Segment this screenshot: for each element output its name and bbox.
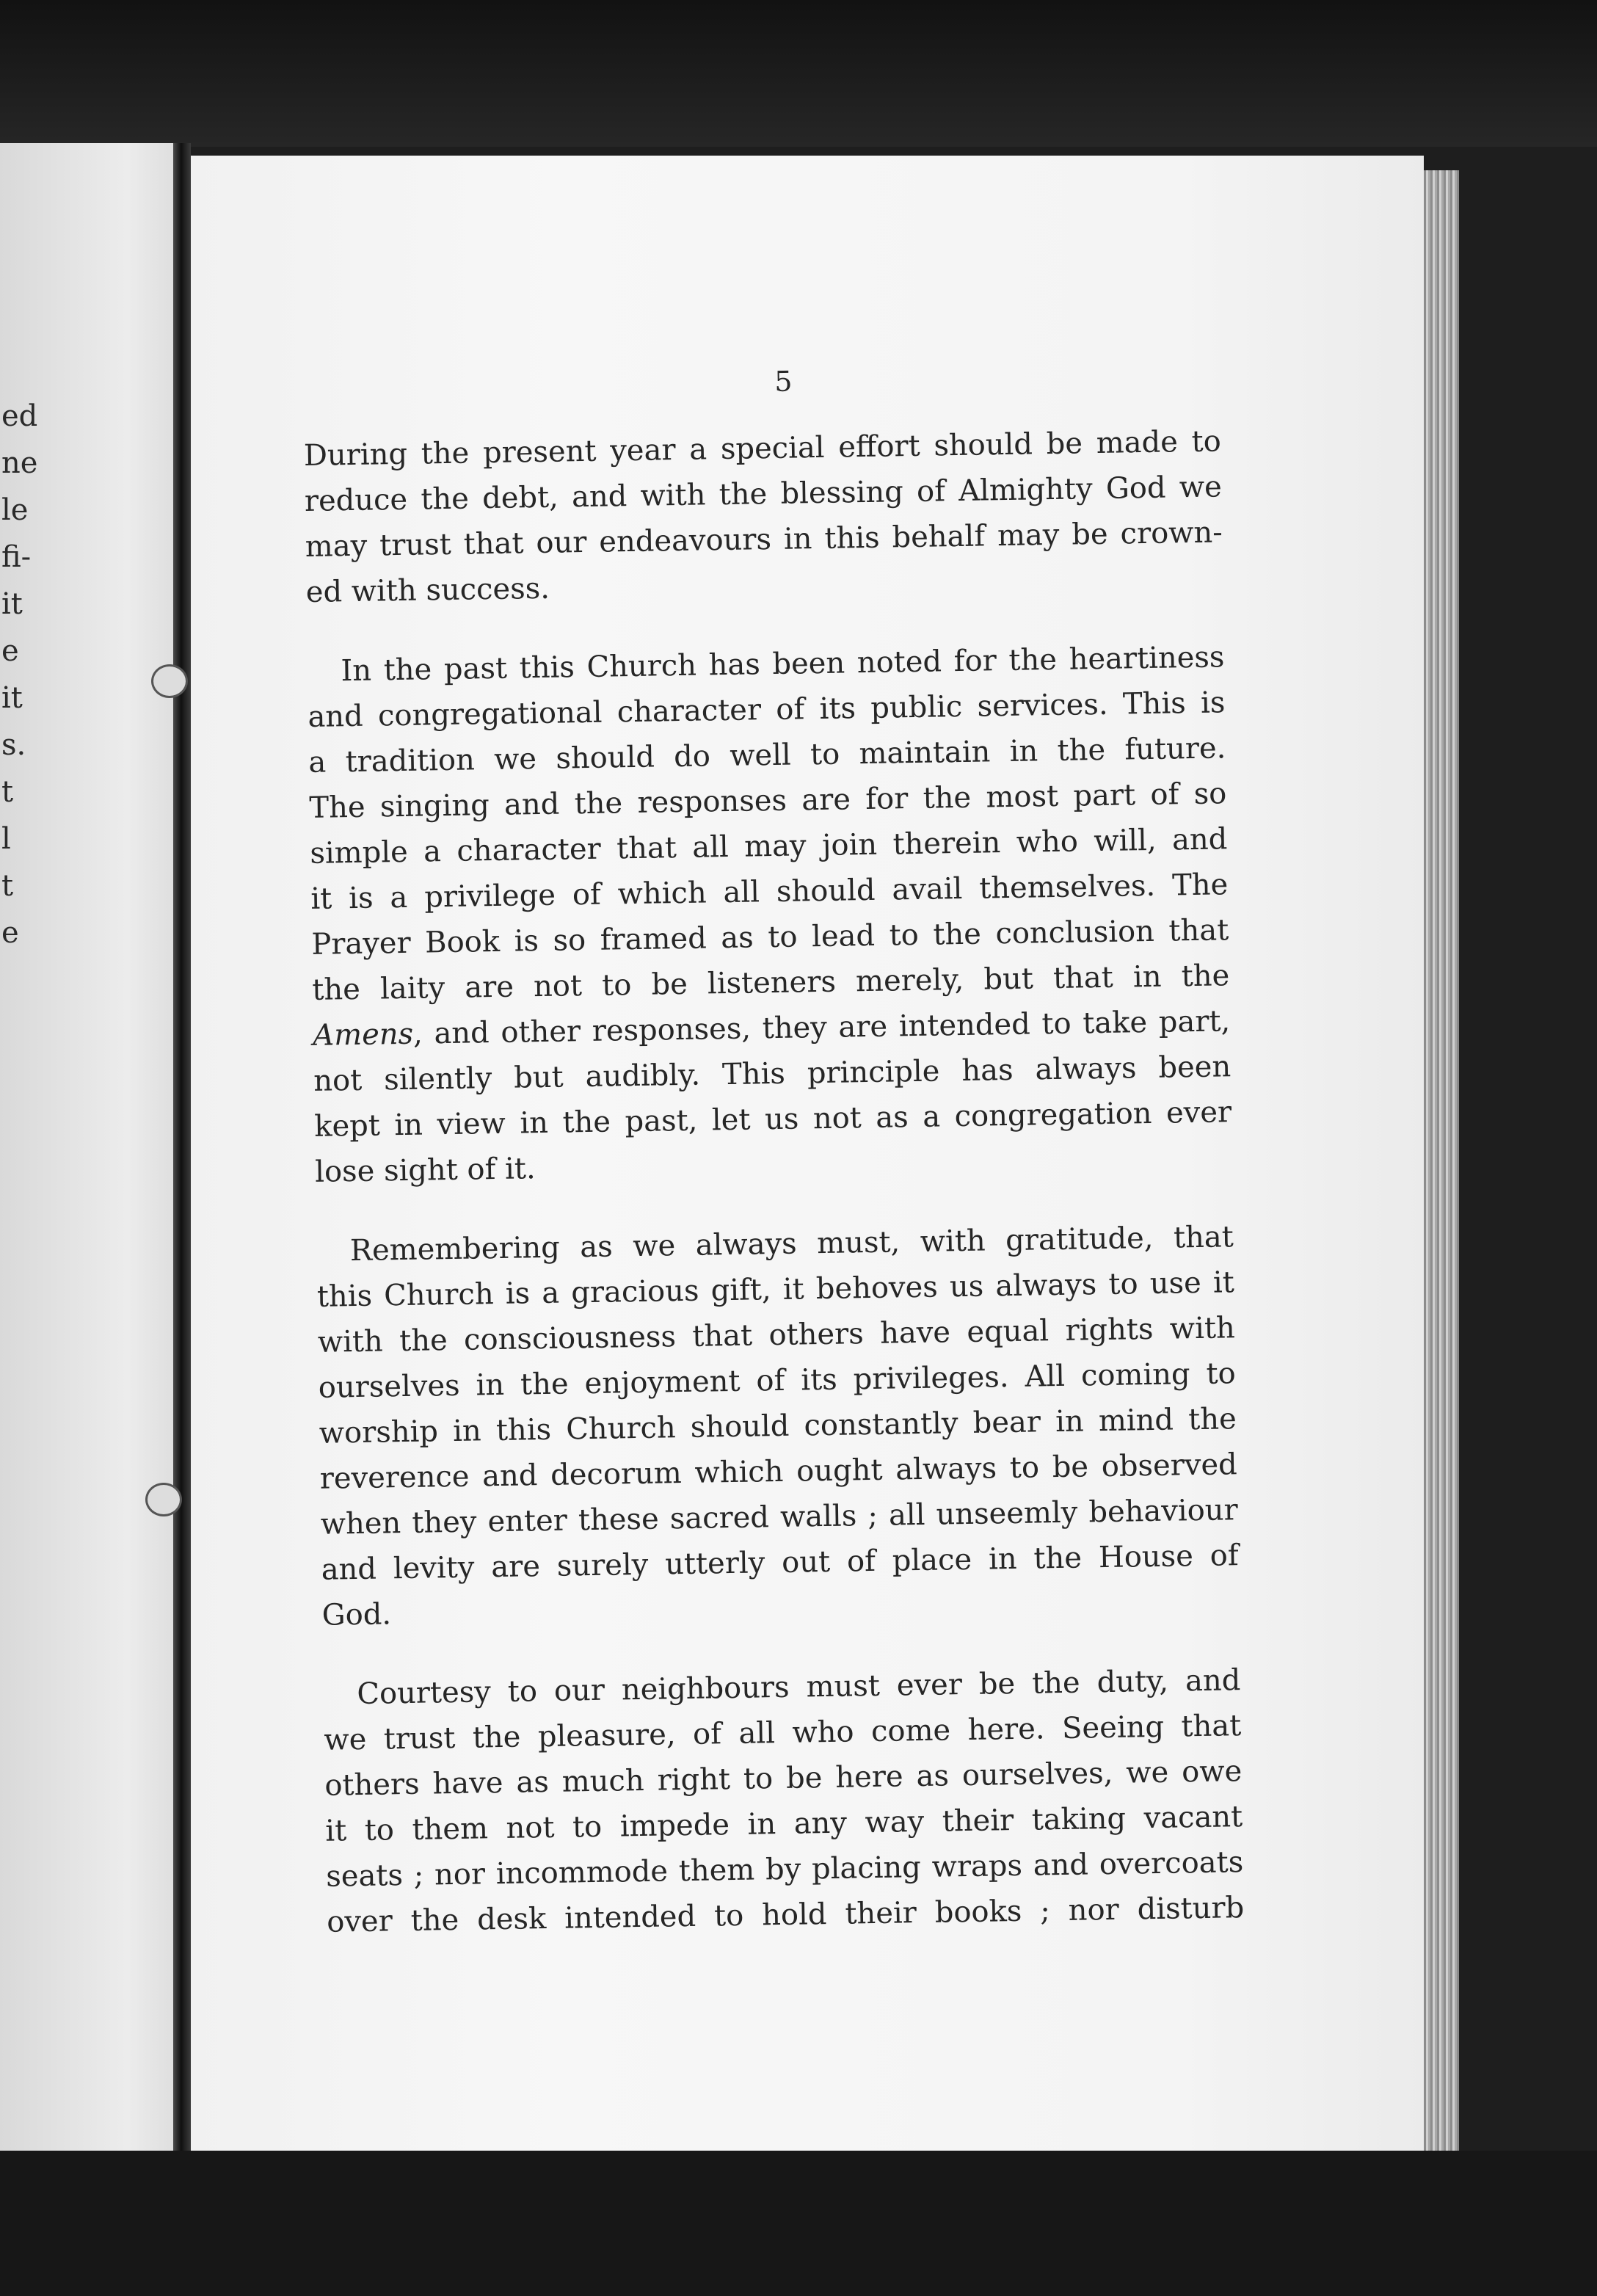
left-fragment: e [1, 634, 19, 668]
text-line: and congregational character of its public services. This is [308, 686, 1226, 734]
text-line: Prayer Book is so framed as to lead to the conclusion that [311, 913, 1229, 962]
text-line: it is a privilege of which all should avail themselves. The [310, 868, 1229, 916]
text-line: over the desk intended to hold their books ; nor disturb [326, 1891, 1245, 1939]
text-line: the laity are not to be listeners merely, but that in the [311, 959, 1230, 1007]
binding-thread-knot [151, 664, 188, 698]
left-fragment: it [1, 681, 23, 715]
text-line: In the past this Church has been noted for the heartiness [341, 640, 1225, 689]
paragraph [316, 1214, 1240, 1638]
paragraph [303, 418, 1223, 615]
text-line: a tradition we should do well to maintain in the future. [308, 731, 1226, 780]
left-fragment: l [1, 822, 11, 856]
text-line: The singing and the responses are for the most part of so [309, 777, 1227, 825]
book-binding-gutter [173, 143, 191, 2154]
left-fragment: t [1, 869, 14, 903]
left-fragment: fi- [1, 540, 32, 574]
text-line: and levity are surely utterly out of place in the House of [321, 1538, 1239, 1587]
text-line: lose sight of it. [314, 1152, 536, 1189]
text-line: when they enter these sacred walls ; all unseemly behaviour [320, 1493, 1238, 1541]
page-text [302, 352, 1245, 1978]
text-line: Courtesy to our neighbours must ever be the duty, and [357, 1663, 1241, 1712]
text-line: kept in view in the past, let us not as a congregation ever [313, 1095, 1232, 1144]
text-line: God. [321, 1597, 392, 1632]
scan-border-top [0, 0, 1597, 147]
page-number: 5 [774, 365, 793, 398]
left-fragment: ed [1, 399, 38, 433]
left-page-edge [0, 143, 182, 2154]
italic-word: Amens [312, 1017, 414, 1053]
left-fragment: e [1, 916, 19, 950]
text-line: it to them not to impede in any way their taking vacant [324, 1800, 1243, 1848]
text-line: seats ; nor incommode them by placing wraps and overcoats [325, 1845, 1244, 1894]
left-fragment: it [1, 587, 23, 621]
scan-border-bottom [0, 2151, 1597, 2296]
text-line: ed with success. [305, 571, 550, 609]
text-line: ourselves in the enjoyment of its privileges. All coming to [318, 1356, 1237, 1405]
text-line-rest: , and other responses, they are intended to take part, [412, 1004, 1231, 1051]
page-stack-edge [1424, 170, 1459, 2167]
text-line: not silently but audibly. This principle has always been [313, 1050, 1232, 1098]
text-line: During the present year a special effort should be made to [303, 424, 1222, 473]
text-line: we trust the pleasure, of all who come here. Seeing that [324, 1709, 1242, 1757]
paragraph [307, 634, 1233, 1195]
left-page-text-fragments [0, 393, 44, 956]
text-line: reverence and decorum which ought always to be observed [319, 1447, 1238, 1496]
text-line: worship in this Church should constantly bear in mind the [319, 1402, 1237, 1450]
left-fragment: t [1, 775, 14, 809]
left-fragment: le [1, 493, 29, 527]
text-line: may trust that our endeavours in this behalf may be crown- [305, 515, 1223, 564]
text-line: with the consciousness that others have equal rights with [317, 1311, 1236, 1359]
text-line: others have as much right to be here as ourselves, we owe [324, 1754, 1243, 1803]
binding-thread-knot [145, 1483, 182, 1516]
text-line: reduce the debt, and with the blessing of Almighty God we [304, 470, 1223, 518]
text-line: Remembering as we always must, with gratitude, that [349, 1220, 1234, 1268]
text-line: simple a character that all may join therein who will, and [310, 822, 1228, 871]
text-line: this Church is a gracious gift, it behoves us always to use it [316, 1265, 1235, 1314]
left-fragment: s. [1, 728, 26, 762]
left-fragment: ne [1, 446, 38, 480]
paragraph [323, 1657, 1245, 1945]
